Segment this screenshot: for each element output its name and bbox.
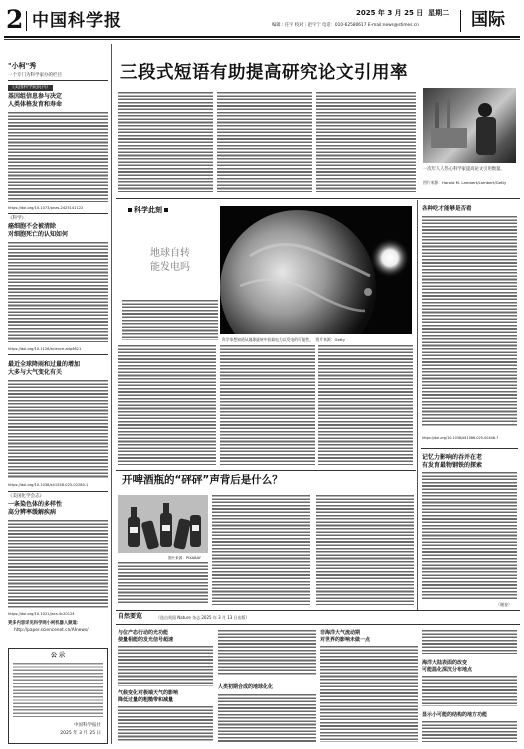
earth-image-caption [222,337,345,343]
right-story2-tag: （谢金） [496,602,512,607]
bottom-item-head: 人类初期合成的地球化化 [218,684,274,690]
right-col-rule [421,448,518,449]
right-story2-body [422,472,517,600]
beer-headline-a: 开啤酒瓶的 [122,474,175,486]
notice-box [8,648,108,744]
weekday-text: 星期二 [428,9,450,17]
notice-title: 公 示 [50,652,66,659]
sidebar-item-link[interactable]: https://doi.org/10.1126/science.adp4621 [8,347,82,351]
sidebar-item-headline: 人类体格发育和寿命 [8,101,63,108]
beer-top-rule [116,470,416,471]
masthead-divider [26,11,27,31]
sidebar-item-headline: 癌细胞不会被清除 [8,223,57,230]
feature-body-col-3 [318,345,413,465]
bottom-column-tag: 自然要览 [118,613,143,620]
bottom-top-rule [116,610,520,611]
masthead-rule [4,36,520,38]
bottom-item-body [218,694,316,742]
notice-date: 2025 年 3 月 25 日 [60,731,101,736]
sidebar-item-link[interactable]: https://doi.org/10.1073/pnas.2425141122 [8,206,84,210]
beer-body-col-2 [316,495,414,605]
sidebar-item-body [8,520,108,608]
bottom-item-head: 可能温化深沉分布地点 [422,667,473,673]
bottom-item-head: 显示小可能的结构的地方功能 [422,712,488,718]
beer-body-col-1 [212,495,310,605]
section-divider [460,10,461,32]
right-story1-body [422,216,517,426]
date-text: 2025 年 3 月 25 日 [356,9,424,17]
bottom-item-head: 对世界的影响未做一点 [320,637,371,643]
sidebar-item-headline: 高分辨率缓解疾病 [8,509,57,516]
sidebar-item-headline: 对细胞死亡的认知如何 [8,231,69,238]
sidebar-item-rule [8,491,108,492]
sidebar-item-tag: 《美国化学会志》 [8,494,44,499]
lead-photo [423,88,516,163]
sidebar-more-link[interactable]: http://paper.sciencenet.cn/AInews/ [14,628,89,633]
paper-name: 中国科学报 [32,11,122,31]
section-name: 国际 [471,10,505,30]
lead-photo-credit: 图片来源：Harold M. Lambert/Lambert/Getty [423,180,507,185]
earth-caption-text: 科学家想知道从地球旋转中获取电力以发电的可能性。 [222,337,314,342]
lead-body-col-3 [316,92,416,192]
feature-box-marker [128,208,132,212]
bottom-item-head: 海洋大陆表面的改变 [422,660,468,666]
sidebar-item-body [8,380,108,478]
sidebar-item-headline: 最近全球降雨和过量的增加 [8,361,81,368]
bottom-item-head: 非海洋大气流动期 [320,630,361,636]
editors-line: 编辑｜任宇 校对｜赵宇宁 电话：010-62580617 E-mail:news@stimes.cn [272,23,419,28]
notice-body [13,663,103,719]
sidebar-item-link[interactable]: https://doi.org/10.1021/jacs.4c20124 [8,612,75,616]
bottom-header-rule [116,624,520,625]
bottom-item-body [320,646,418,742]
beer-body-col-0 [118,562,208,604]
bottom-item-head: 气候变化对极端天气的影响 [118,690,179,696]
sidebar-item-rule [8,213,108,214]
lead-body-col-1 [118,92,213,192]
bottom-item-body [118,646,213,686]
right-story1-head: 各种吃才能够是否看 [422,206,472,212]
sidebar-item-headline: 基因组信息参与决定 [8,93,63,100]
beer-headline [122,474,283,487]
beer-headline-b: 声背后是什么？ [209,474,283,486]
sidebar-item-tag: 《科学》 [8,216,26,221]
feature-body-col-1 [118,345,216,465]
feature-title-2: 能发电吗 [150,262,190,273]
bottom-item-body [218,630,316,676]
lead-bottom-rule [116,198,520,199]
issue-date [356,9,449,18]
sidebar-item-headline: 大多与大气变化有关 [8,369,63,376]
lead-body-col-2 [217,92,312,192]
bottom-column-header [116,613,520,622]
sidebar-item-body [8,242,108,342]
sidebar-item-rule [8,354,108,355]
right-story2-head: 有发育最物钢铁的探索 [422,462,483,469]
feature-box-label [128,206,168,215]
bottom-item-head: 降低过量的粗糙带和减量 [118,697,174,703]
earth-caption-credit: 图片来源：Getty [315,337,346,342]
beer-photo-credit: 图片来源：PIXABAY [168,556,201,560]
page-number: 2 [6,5,24,34]
earth-globe-icon [220,206,412,334]
bottom-column-sub: （选自英国 Nature 杂志 2025 年 3 月 13 日出版） [156,615,250,620]
feature-box-label-text: 科学此刻 [134,206,162,214]
right-col-divider [417,200,418,610]
earth-image [220,206,412,334]
feature-box-marker [164,208,168,212]
sidebar-column-sub: 一个专门为科学家办的栏目 [8,73,62,78]
lead-headline: 三段式短语有助提高研究论文引用率 [120,63,408,83]
bottom-item-body [118,706,213,742]
bottom-item-body [422,721,517,742]
notice-org: 中国科学报社 [74,723,101,728]
beer-headline-q: “砰砰” [174,474,210,486]
masthead-rule-thin [4,39,520,40]
sidebar-rule [8,80,108,81]
sidebar-item-body [8,112,108,202]
bottom-item-body [422,676,517,706]
beer-bottles-icon [118,495,208,553]
masthead [4,5,520,34]
sidebar-item-headline: 一条染色体的多样性 [8,501,63,508]
bottom-item-head: 使量相能的发光信号超速 [118,637,174,643]
sidebar-column-title: "小柯"秀 [8,62,37,70]
bottom-item-body [422,630,517,654]
sidebar-item-tag: 《美国科学院院刊》 [10,85,51,90]
lead-photo-caption: 一次年人人热心科学家提高论文引用数量。 [423,167,505,172]
right-story1-link[interactable]: https://doi.org/10.1038/d41586-025-00446-7 [422,436,499,440]
feature-body-col-2 [220,345,315,465]
feature-title-1: 地球自转 [150,248,190,259]
right-story2-head: 记忆力影响的吞并在老 [422,454,483,461]
feature-intro [122,300,218,340]
beer-photo [118,495,208,553]
sidebar-more-text: 更多内容详见科学网小柯机器人频道： [8,621,82,626]
sidebar-divider [111,44,112,744]
sidebar-item-link[interactable]: https://doi.org/10.1038/s41558-025-02280-1 [8,483,89,487]
bottom-item-head: 与位产态行动的光功能 [118,630,169,636]
person-silhouette-icon [423,88,516,163]
